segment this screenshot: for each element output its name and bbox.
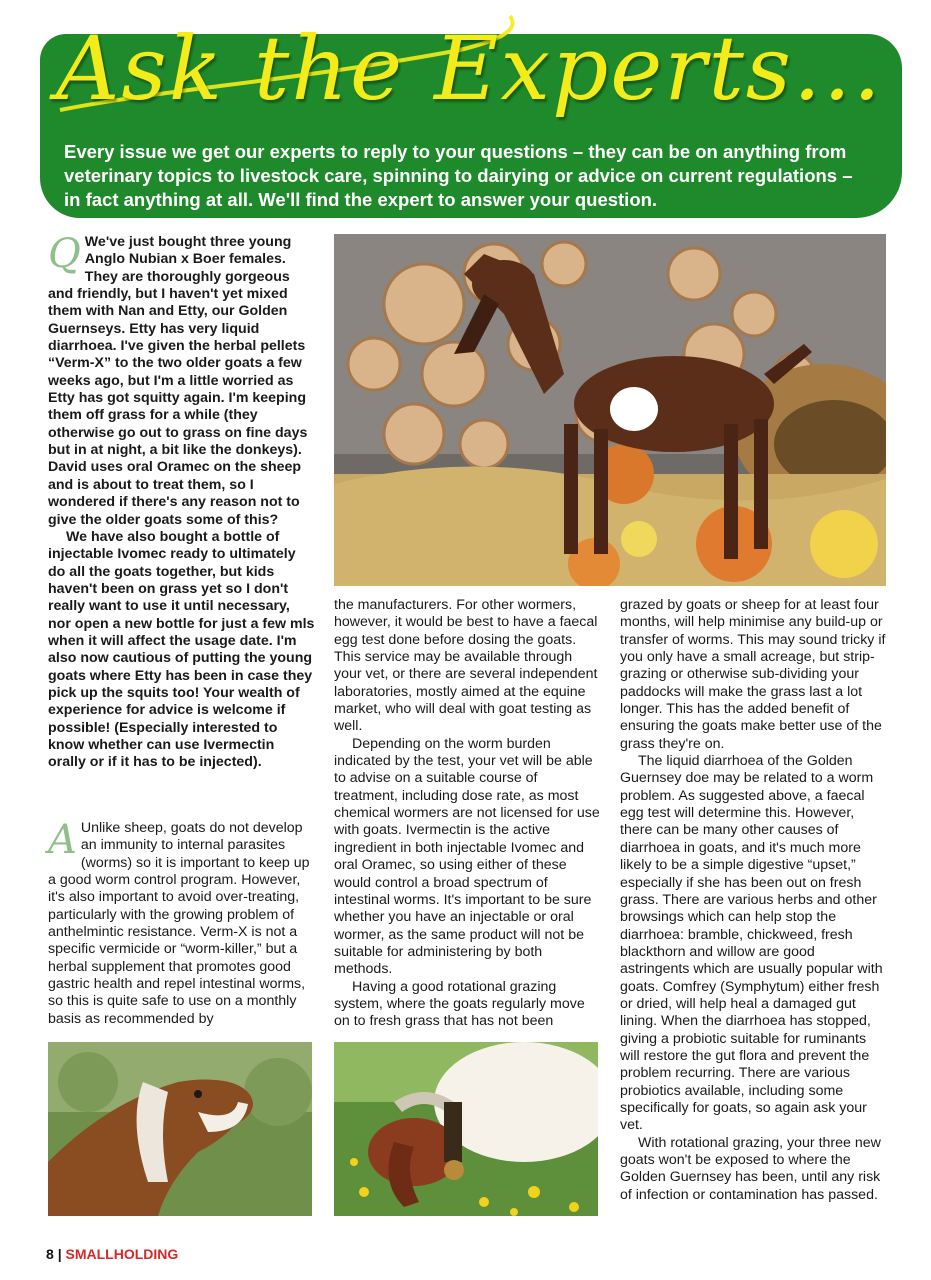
answer-dropcap: A (48, 817, 77, 863)
answer-column-2 (334, 597, 602, 1031)
answer-col3-paragraph-3: With rotational grazing, your three new goats won't be exposed to where the Golden Guernsey has been, until any risk of infection or contamination has passed. (620, 1134, 881, 1203)
question-column (48, 231, 316, 772)
answer-col3-paragraph-1: grazed by goats or sheep for at least four months, will help minimise any build-up or transfer of worms. This may sound tricky if you only have a small acreage, but strip-grazing or otherwise sub-dividing your paddocks will make the grass last a lot longer. This has the added benefit of ensuring the goats make better use of the grass they're on. (620, 597, 886, 752)
question-paragraph-1: We've just bought three young Anglo Nubian x Boer females. They are thoroughly gorgeous and friendly, but I haven't yet mixed them with Nan and Etty, our Golden Guernseys. Etty has very liquid diarrhoea. I've given the herbal pellets “Verm-X” to the two older goats a few weeks ago, but I'm a little worried as Etty has got squitty again. I'm keeping them off grass for a while (they otherwise go out to grass on fine days but in at night, a bit like the donkeys). David uses oral Oramec on the sheep and is about to treat them, so I wondered if there's any reason not to give the older goats some of this? (48, 234, 308, 528)
magazine-name: SMALLHOLDING (65, 1246, 179, 1262)
photo-anglo-nubian-goat (48, 1042, 312, 1216)
page-number: 8 (46, 1246, 54, 1262)
page-title: Ask the Experts... (56, 17, 883, 120)
question-dropcap: Q (48, 231, 81, 277)
banner-intro-text: Every issue we get our experts to reply to your questions – they can be on anything from veterinary topics to livestock care, spinning to dairying or advice on current regulations – in fact anything at all. We'll find the expert to answer your question. (64, 141, 853, 210)
page-footer (46, 1246, 178, 1262)
answer-paragraph-1: Unlike sheep, goats do not develop an immunity to internal parasites (worms) so it is important to keep up a good worm control program. However, it's also important to avoid over-treating, particularly with the growing problem of anthelmintic resistance. Verm-X is not a specific vermicide or “worm-killer,” but a herbal supplement that promotes good gastric health and repel intestinal worms, so this is quite safe to use on a monthly basis as recommended by (48, 820, 310, 1027)
answer-column-1 (48, 817, 316, 1028)
answer-col2-paragraph-1: the manufacturers. For other wormers, however, it would be best to have a faecal egg test done before dosing the goats. This service may be available through your vet, or there are several independent laboratories, mostly aimed at the equine market, who will deal with goat testing as well. (334, 597, 598, 735)
photo-kid-goat-on-hay (334, 234, 886, 586)
answer-col2-paragraph-3: Having a good rotational grazing system, where the goats regularly move on to fresh grass that has not been (334, 978, 585, 1030)
answer-col2-paragraph-2: Depending on the worm burden indicated by the test, your vet will be able to advise on a suitable course of treatment, including dose rate, as most chemical wormers are not licensed for use with goats. Ivermectin is the active ingredient in both injectable Ivomec and oral Oramec, so using either of these would control a broad spectrum of intestinal worms. It's important to be sure whether you have an injectable or oral wormer, as the same product will not be suitable for administering by both methods. (334, 735, 600, 978)
answer-column-3 (620, 597, 888, 1204)
answer-col3-paragraph-2: The liquid diarrhoea of the Golden Guernsey doe may be related to a worm problem. As suggested above, a faecal egg test will determine this. However, there can be many other causes of diarrhoea in goats, and it's much more likely to be a simple digestive “upset,” especially if she has been out on fresh grass. There are various herbs and other browsings which can help stop the diarrhoea: bramble, chickweed, fresh blackthorn and willow are good astringents which are usually popular with goats. Comfrey (Symphytum) either fresh or dried, will help heal a damaged gut lining. When the diarrhoea has stopped, giving a probiotic suitable for ruminants will restore the gut flora and prevent the problem recurring. There are various probiotics available, including some specifically for goats, so again ask your vet. (620, 753, 883, 1134)
question-paragraph-2: We have also bought a bottle of injectable Ivomec ready to ultimately do all the goats together, but kids haven't been on grass yet so I don't really want to use it until necessary, nor open a new bottle for just a few mls when it will affect the usage date. I'm also now cautious of putting the young goats where Etty has been in case they pick up the squits too! Your wealth of experience for advice is welcome if possible! (Especially interested to know whether can use Ivermectin orally or if it has to be injected). (48, 528, 315, 771)
photo-boer-goat-grazing (334, 1042, 598, 1216)
footer-separator: | (57, 1246, 62, 1262)
